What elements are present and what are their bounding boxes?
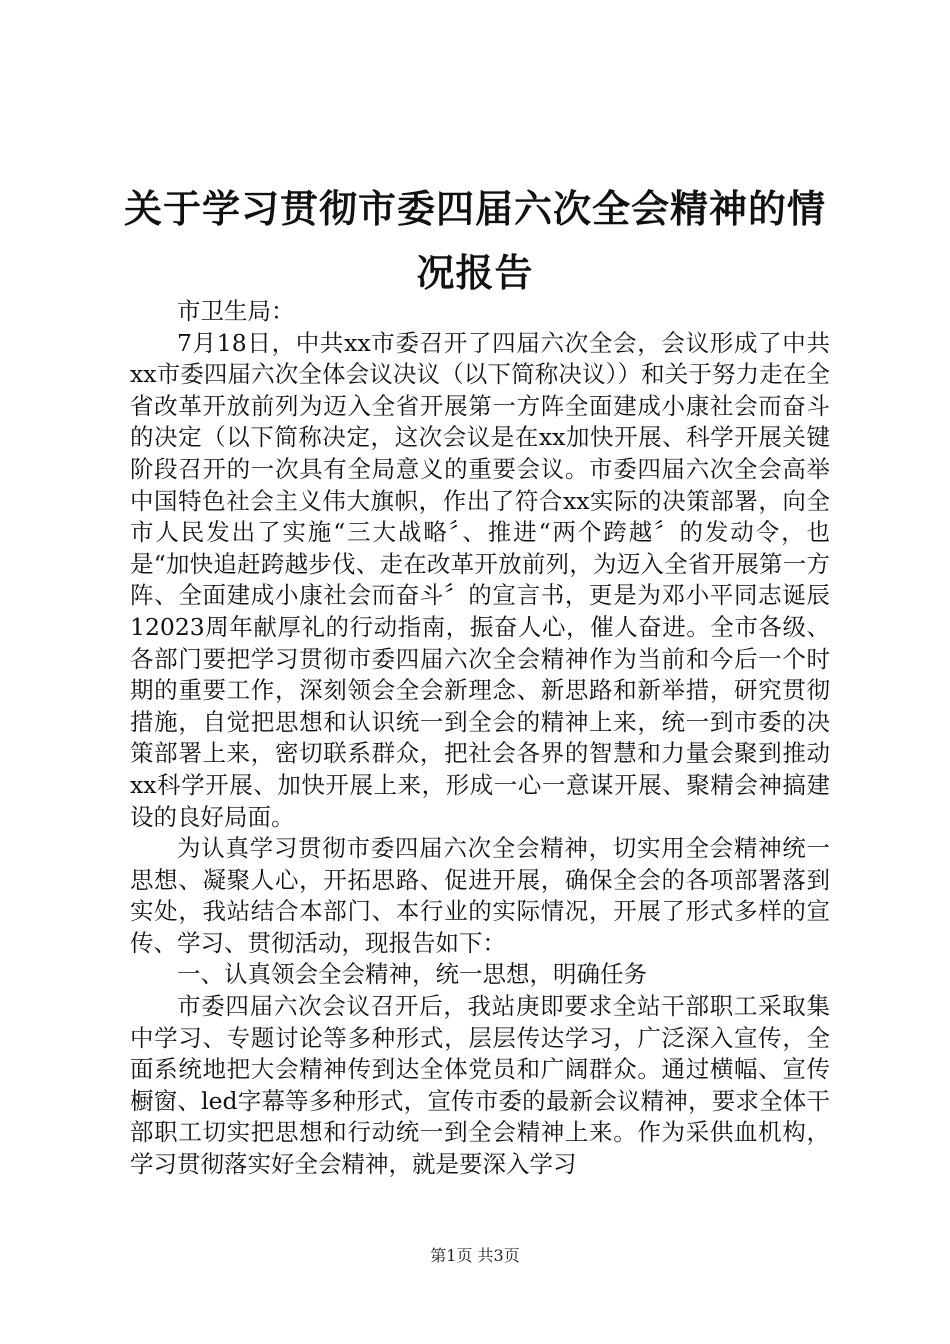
paragraph-1: 7月18日，中共xx市委召开了四届六次全会，会议形成了中共xx市委四届六次全体会议决议（以下简称决议））和关于努力走在全省改革开放前列为迈入全省开展第一方阵全面建成小康社会而奋斗的决定（以下简称决定，这次会议是在xx加快开展、科学开展关键阶段召开的一次具有全局意义的重要会议。市委四届六次全会高举中国特色社会主义伟大旗帜，作出了符合xx实际的决策部署，向全市人民发出了实施“三大战略〞、推进“两个跨越〞的发动令，也是“加快追赶跨越步伐、走在改革开放前列，为迈入全省开展第一方阵、全面建成小康社会而奋斗〞的宣言书，更是为邓小平同志诞辰12023周年献厚礼的行动指南，振奋人心，催人奋进。全市各级、各部门要把学习贯彻市委四届六次全会精神作为当前和今后一个时期的重要工作，深刻领会全会新理念、新思路和新举措，研究贯彻措施，自觉把思想和认识统一到全会的精神上来，统一到市委的决策部署上来，密切联系群众，把社会各界的智慧和力量会聚到推动xx科学开展、加快开展上来，形成一心一意谋开展、聚精会神搞建设的良好局面。 bbox=[130, 328, 830, 831]
page-footer: 第1页 共3页 bbox=[430, 1246, 520, 1265]
salutation: 市卫生局： bbox=[177, 297, 295, 325]
paragraph-2: 为认真学习贯彻市委四届六次全会精神，切实用全会精神统一思想、凝聚人心，开拓思路、促进开展，确保全会的各项部署落到实处，我站结合本部门、本行业的实际情况，开展了形式多样的宣传、学习、贯彻活动，现报告如下： bbox=[130, 834, 830, 957]
document-title: 关于学习贯彻市委四届六次全会精神的情况报告 bbox=[123, 187, 826, 296]
document-body bbox=[130, 296, 830, 1181]
section-heading-1: 一、认真领会全会精神，统一思想，明确任务 bbox=[177, 960, 647, 989]
paragraph-3: 市委四届六次会议召开后，我站庚即要求全站干部职工采取集中学习、专题讨论等多种形式，层层传达学习，广泛深入宣传，全面系统地把大会精神传到达全体党员和广阔群众。通过横幅、宣传橱窗、led字幕等多种形式，宣传市委的最新会议精神，要求全体干部职工切实把思想和行动统一到全会精神上来。作为采供血机构，学习贯彻落实好全会精神，就是要深入学习 bbox=[130, 992, 830, 1179]
